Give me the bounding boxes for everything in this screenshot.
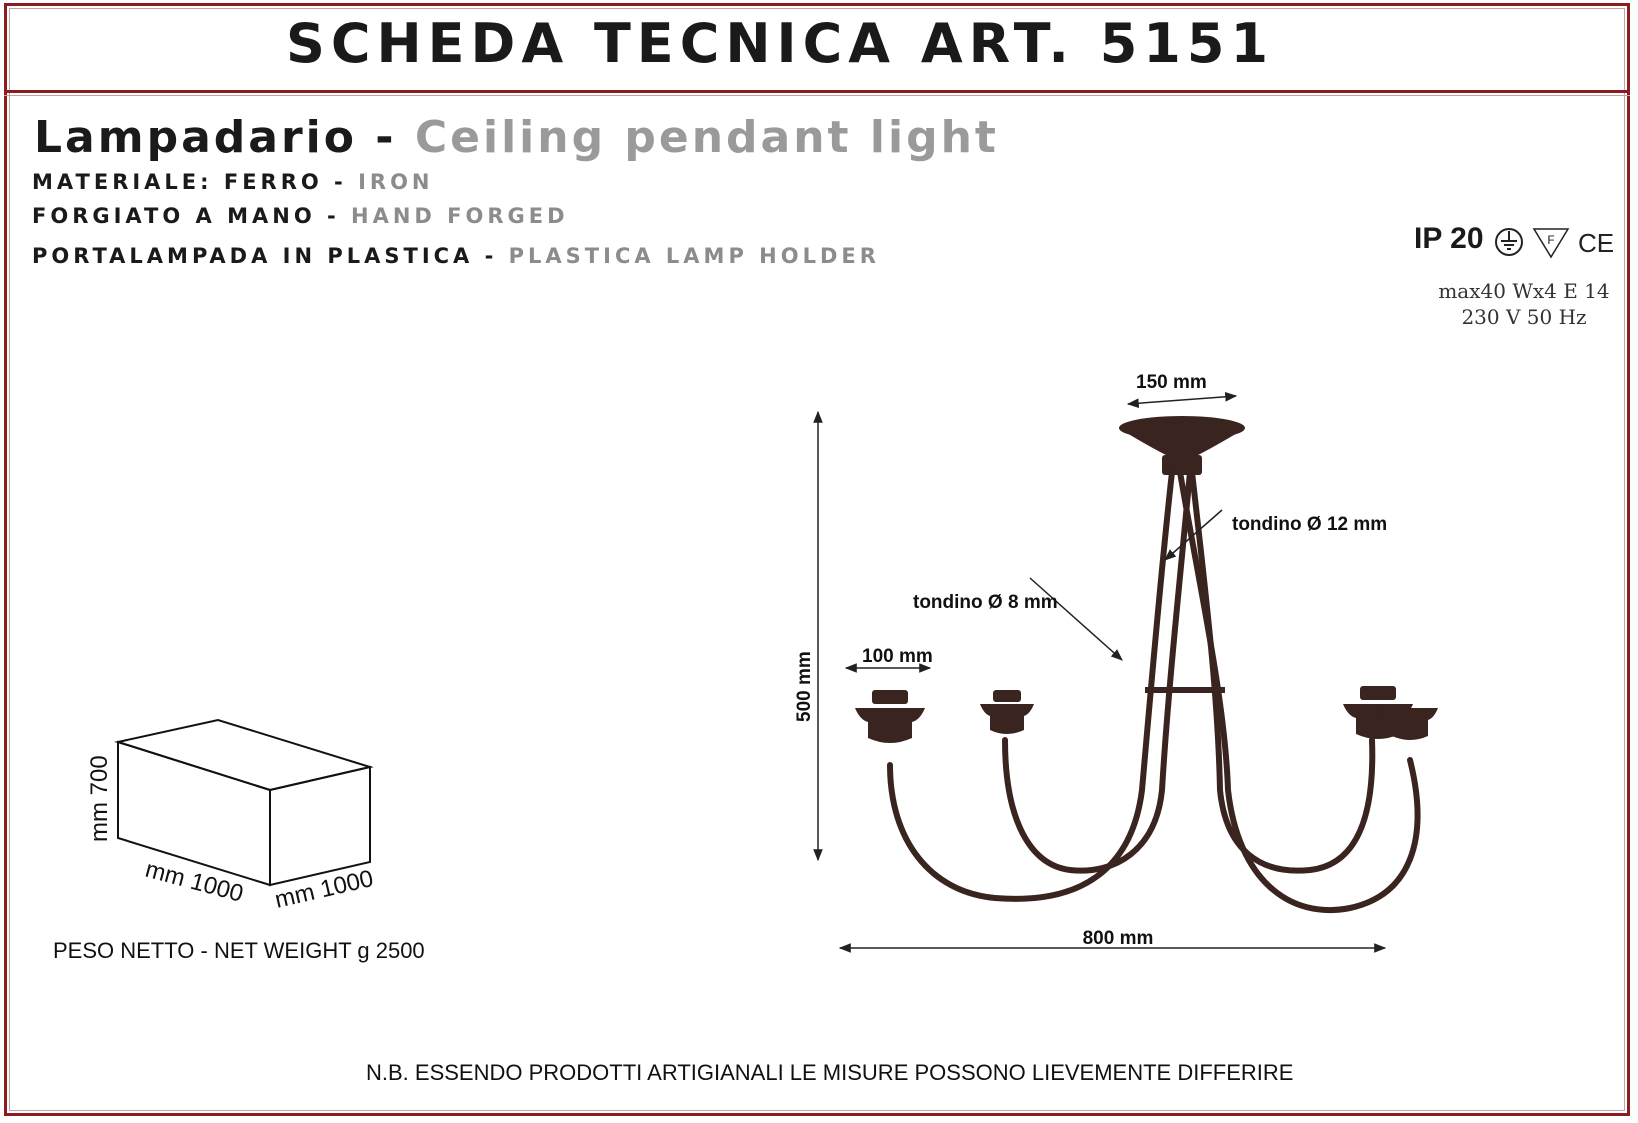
spec-lampholder-it: PORTALAMPADA IN PLASTICA -: [32, 244, 509, 268]
product-name-en: Ceiling pendant light: [414, 112, 999, 163]
spec-material-it: MATERIALE: FERRO -: [32, 170, 359, 194]
ceiling-canopy: [1119, 416, 1245, 475]
footer-note: N.B. ESSENDO PRODOTTI ARTIGIANALI LE MISURE POSSONO LIEVEMENTE DIFFERIRE: [366, 1060, 1294, 1085]
chandelier-drawing: [780, 360, 1480, 990]
rod-small-leader: [1030, 578, 1122, 660]
power-line-2: 230 V 50 Hz: [1461, 305, 1587, 329]
product-name-it: Lampadario -: [34, 112, 415, 163]
package-box-drawing: [0, 0, 420, 940]
rod-small-label: tondino Ø 8 mm: [913, 592, 1058, 613]
spec-lampholder-en: PLASTICA LAMP HOLDER: [508, 244, 880, 268]
spec-material-en: IRON: [358, 170, 434, 194]
ce-mark-icon: CE: [1578, 228, 1615, 258]
dim-height-label: 500 mm: [794, 651, 815, 722]
dim-top-width-label: 150 mm: [1136, 372, 1207, 393]
certification-icons: [1494, 224, 1624, 260]
box-side-face: [270, 767, 370, 885]
box-length-label: mm 1000: [142, 855, 247, 908]
box-top-face: [118, 720, 370, 790]
dim-total-width-label: 800 mm: [1082, 928, 1154, 949]
lamp-cup-1: [855, 690, 925, 743]
spec-forging-it: FORGIATO A MANO -: [32, 204, 352, 228]
box-width-label: mm 1000: [272, 865, 376, 914]
power-rating: [1424, 278, 1624, 330]
lamp-cup-2: [980, 690, 1034, 734]
rod-large-label: tondino Ø 12 mm: [1232, 514, 1388, 535]
dim-cup-width-label: 100 mm: [862, 646, 933, 667]
box-height-label: mm 700: [86, 755, 113, 842]
spec-forging-en: HAND FORGED: [351, 204, 569, 228]
power-line-1: max40 Wx4 E 14: [1438, 279, 1610, 303]
earth-ground-icon: [1496, 229, 1522, 255]
net-weight: PESO NETTO - NET WEIGHT g 2500: [53, 938, 425, 963]
ip-rating: IP 20: [1414, 222, 1484, 255]
box-front-face: [118, 742, 270, 885]
dim-top-width-line: [1128, 396, 1236, 404]
f-mark-label: F: [1547, 233, 1555, 247]
sheet-title: SCHEDA TECNICA ART. 5151: [285, 12, 1275, 75]
f-mark-icon: [1534, 229, 1568, 257]
